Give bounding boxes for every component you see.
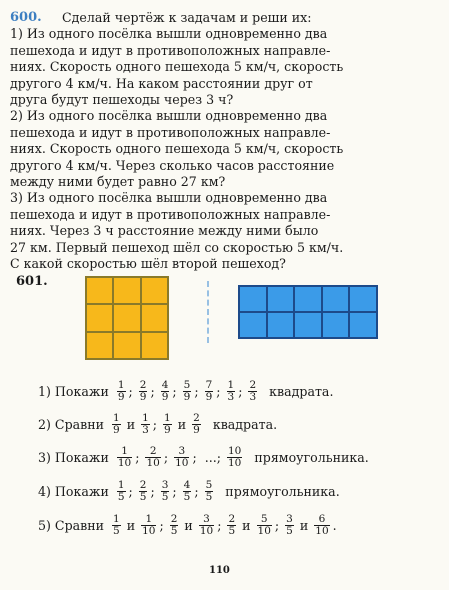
yellow-square-grid (85, 276, 169, 360)
fraction: $\frac{3}{10}$ (175, 445, 189, 469)
page-number: 110 (209, 565, 230, 576)
fraction: $\frac{3}{5}$ (286, 513, 293, 537)
fraction: $\frac{1}{5}$ (113, 513, 120, 537)
text-line: пешехода и идут в противоположных направле- (10, 206, 331, 222)
text-line: Сделай чертёж к задачам и реши их: (62, 10, 312, 25)
fraction: $\frac{1}{5}$ (117, 479, 125, 503)
task-label: 1) Покажи (38, 384, 109, 399)
task-3: 3) Покажи $\frac{1}{10}$ ; $\frac{2}{10}$ ; $\frac{3}{10}$ ; ...; $\frac{10}{10}$ прямоугольника. (38, 445, 369, 469)
grid-cell (323, 287, 349, 311)
fraction: $\frac{6}{10}$ (315, 513, 329, 537)
fraction: $\frac{4}{5}$ (183, 479, 191, 503)
grid-cell (87, 278, 112, 303)
text-line: пешехода и идут в противоположных направле- (10, 42, 331, 58)
grid-cell (114, 333, 139, 358)
grid-cell (350, 287, 376, 311)
fraction: $\frac{2}{5}$ (139, 479, 147, 503)
text-line: другого 4 км/ч. На каком расстоянии друг от (10, 75, 313, 91)
problem-600-text (10, 10, 438, 273)
task-1: 1) Покажи $\frac{1}{9}$ ; $\frac{2}{9}$ ; $\frac{4}{9}$ ; $\frac{5}{9}$ ; $\frac{7}{9}$ ; $\frac{1}{3}$ ; $\frac{2}{3}$ квадрата. (38, 379, 334, 403)
task-5: 5) Сравни $\frac{1}{5}$ и $\frac{1}{10}$ ; $\frac{2}{5}$ и $\frac{3}{10}$ ; $\frac{2}{5}$ и $\frac{5}{10}$ ; $\frac{3}{5}$ и $\frac{6}{10}$ . (38, 513, 337, 537)
grid-cell (295, 287, 321, 311)
grid-cell (268, 287, 294, 311)
fraction: $\frac{2}{3}$ (249, 379, 257, 403)
text-line: 1) Из одного посёлка вышли одновременно два (10, 26, 328, 42)
fraction: $\frac{1}{10}$ (117, 445, 132, 469)
fraction: $\frac{2}{9}$ (139, 379, 147, 403)
task-label: 5) Сравни (38, 518, 105, 533)
fraction: $\frac{5}{9}$ (183, 379, 191, 403)
problem-number-601: 601. (16, 274, 48, 289)
fraction: $\frac{1}{9}$ (164, 412, 171, 436)
task-tail: прямоугольника. (254, 450, 369, 465)
task-label: 2) Сравни (38, 417, 105, 432)
task-tail: квадрата. (212, 417, 278, 432)
text-line: ниях. Скорость одного пешехода 5 км/ч, скорость (10, 141, 344, 157)
grid-cell (240, 287, 266, 311)
fraction: $\frac{2}{5}$ (170, 513, 178, 537)
fraction: $\frac{5}{10}$ (257, 513, 271, 537)
grid-cell (240, 313, 266, 337)
task-tail: квадрата. (269, 384, 334, 399)
text-line: друга будут пешеходы через 3 ч? (10, 92, 234, 108)
grid-cell (87, 305, 112, 330)
text-line: 3) Из одного посёлка вышли одновременно два (10, 190, 328, 206)
fraction: $\frac{5}{5}$ (205, 479, 213, 503)
problem-number-600: 600. (10, 10, 42, 25)
fraction: $\frac{3}{10}$ (199, 513, 214, 537)
grid-cell (295, 313, 321, 337)
text-line: 2) Из одного посёлка вышли одновременно два (10, 108, 328, 124)
grid-cell (87, 333, 112, 358)
task-2: 2) Сравни $\frac{1}{9}$ и $\frac{1}{3}$ ; $\frac{1}{9}$ и $\frac{2}{9}$ квадрата. (38, 412, 278, 436)
fraction: $\frac{2}{5}$ (228, 513, 236, 537)
fraction: $\frac{3}{5}$ (161, 479, 169, 503)
text-line: пешехода и идут в противоположных направле- (10, 124, 331, 140)
text-line: ниях. Скорость одного пешехода 5 км/ч, скорость (10, 59, 344, 75)
grid-cell (114, 278, 139, 303)
text-line: 27 км. Первый пешеход шёл со скоростью 5 км/ч. (10, 239, 344, 255)
fraction: $\frac{10}{10}$ (228, 445, 242, 469)
grid-cell (142, 333, 167, 358)
blue-rectangle-grid (238, 285, 378, 339)
grid-cell (114, 305, 139, 330)
task-label: 4) Покажи (38, 484, 109, 499)
fraction: $\frac{2}{9}$ (193, 412, 200, 436)
fraction: $\frac{1}{3}$ (227, 379, 235, 403)
text-line: С какой скоростью шёл второй пешеход? (10, 256, 286, 272)
grid-cell (142, 305, 167, 330)
task-4: 4) Покажи $\frac{1}{5}$ ; $\frac{2}{5}$ ; $\frac{3}{5}$ ; $\frac{4}{5}$ ; $\frac{5}{5}$ прямоугольника. (38, 479, 340, 503)
fraction: $\frac{1}{3}$ (142, 412, 149, 436)
divider-mark (207, 281, 211, 343)
text-line: между ними будет равно 27 км? (10, 174, 226, 190)
grid-cell (142, 278, 167, 303)
fraction: $\frac{2}{10}$ (146, 445, 160, 469)
task-tail: прямоугольника. (225, 484, 340, 499)
task-label: 3) Покажи (38, 450, 109, 465)
fraction: $\frac{7}{9}$ (205, 379, 213, 403)
fraction: $\frac{1}{9}$ (113, 412, 120, 436)
text-line: ниях. Через 3 ч расстояние между ними было (10, 223, 319, 239)
fraction: $\frac{1}{10}$ (142, 513, 156, 537)
text-line: другого 4 км/ч. Через сколько часов расстояние (10, 157, 335, 173)
grid-cell (350, 313, 376, 337)
grid-cell (268, 313, 294, 337)
fraction: $\frac{1}{9}$ (117, 379, 125, 403)
fraction: $\frac{4}{9}$ (161, 379, 169, 403)
grid-cell (323, 313, 349, 337)
